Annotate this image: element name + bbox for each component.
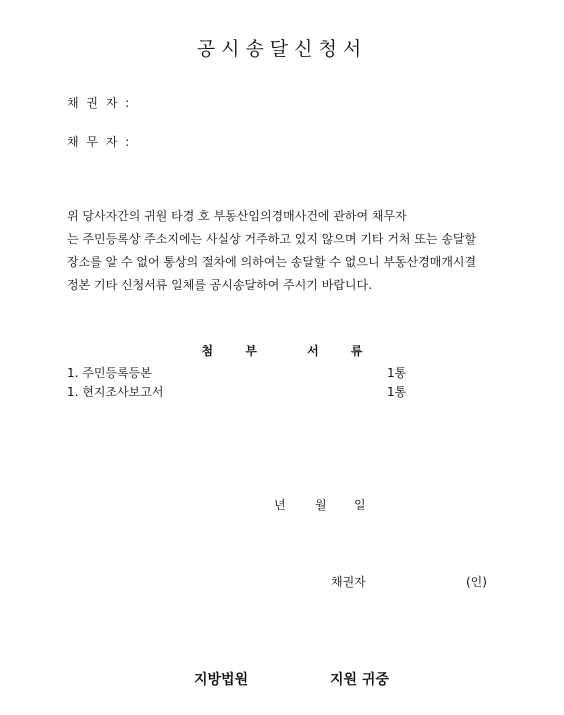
attachments-heading-char: 류 (350, 344, 363, 358)
attachments-heading (0, 342, 564, 359)
attachment-item: 1. 현지조사보고서 (67, 385, 164, 399)
district-court: 지방법원 (194, 672, 249, 688)
document-title: 공시송달신청서 (196, 38, 368, 60)
date-day: 일 (354, 498, 366, 512)
branch-court: 지원 귀중 (330, 672, 389, 688)
body-line: 정본 기타 신청서류 일체를 공시송달하여 주시기 바랍니다. (67, 278, 372, 292)
date-month: 월 (315, 498, 327, 512)
attachments-heading-char: 부 (245, 344, 257, 358)
seal-mark: (인) (466, 575, 487, 589)
request-body (67, 205, 495, 297)
signature-label: 채권자 (331, 575, 366, 589)
creditor-label: 채 권 자 : (67, 96, 132, 110)
date-year: 년 (274, 498, 286, 512)
body-line: 위 당사자간의 귀원 타경 호 부동산임의경매사건에 관하여 채무자 (67, 209, 407, 223)
attachment-count: 1통 (387, 366, 407, 380)
body-line: 는 주민등록상 주소지에는 사실상 거주하고 있지 않으며 기타 거처 또는 송달할 (67, 232, 477, 246)
debtor-label: 채 무 자 : (67, 135, 132, 149)
attachment-item: 1. 주민등록등본 (67, 366, 152, 380)
attachments-heading-char: 서 (307, 344, 319, 358)
attachment-count: 1통 (387, 385, 407, 399)
attachments-heading-char: 첨 (201, 344, 214, 358)
body-line: 장소를 알 수 없어 통상의 절차에 의하여는 송달할 수 없으니 부동산경매개시결 (67, 255, 477, 269)
